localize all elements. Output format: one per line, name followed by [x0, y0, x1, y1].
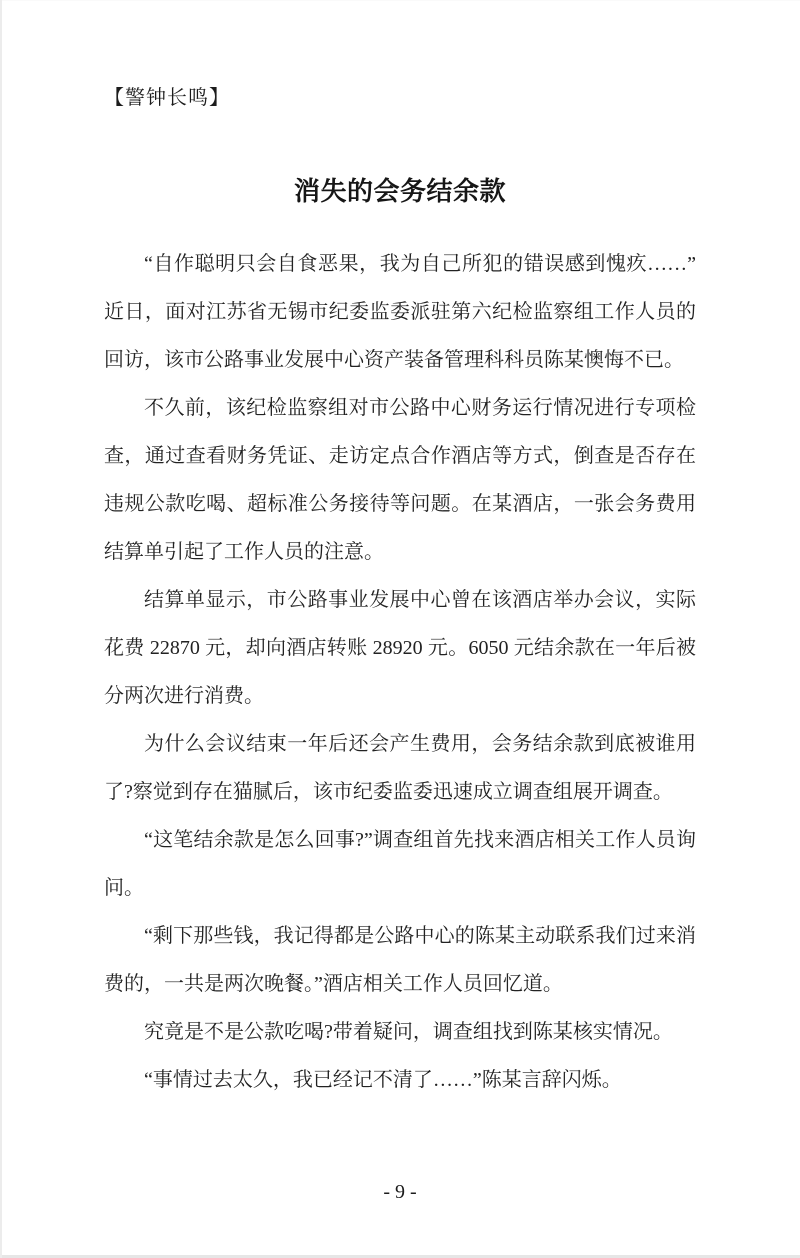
paragraph-5: “这笔结余款是怎么回事?”调查组首先找来酒店相关工作人员询问。 [104, 829, 696, 899]
paragraph-7: 究竟是不是公款吃喝?带着疑问，调查组找到陈某核实情况。 [144, 1021, 673, 1043]
article-body [104, 240, 696, 1104]
paragraph-4: 为什么会议结束一年后还会产生费用，会务结余款到底被谁用了?察觉到存在猫腻后，该市纪委监委迅速成立调查组展开调查。 [104, 733, 696, 803]
section-label: 【警钟长鸣】 [104, 87, 230, 109]
article-title: 消失的会务结余款 [293, 176, 506, 206]
paragraph-1: “自作聪明只会自食恶果，我为自己所犯的错误感到愧疚……”近日，面对江苏省无锡市纪委监委派驻第六纪检监察组工作人员的回访，该市公路事业发展中心资产装备管理科科员陈某懊悔不已。 [104, 253, 696, 371]
paragraph-8: “事情过去太久，我已经记不清了……”陈某言辞闪烁。 [144, 1069, 622, 1091]
page-number: - 9 - [383, 1181, 417, 1203]
paragraph-6: “剩下那些钱，我记得都是公路中心的陈某主动联系我们过来消费的，一共是两次晚餐。”酒店相关工作人员回忆道。 [104, 925, 696, 995]
paragraph-3: 结算单显示，市公路事业发展中心曾在该酒店举办会议，实际花费 22870 元，却向酒店转账 28920 元。6050 元结余款在一年后被分两次进行消费。 [104, 589, 696, 707]
paragraph-2: 不久前，该纪检监察组对市公路中心财务运行情况进行专项检查，通过查看财务凭证、走访定点合作酒店等方式，倒查是否存在违规公款吃喝、超标准公务接待等问题。在某酒店，一张会务费用结算单引起了工作人员的注意。 [104, 397, 696, 563]
